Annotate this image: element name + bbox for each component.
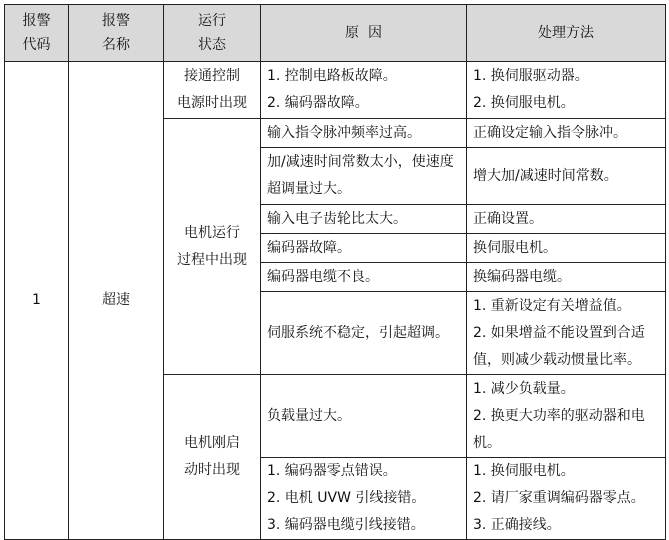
alarm-table-container — [4, 4, 666, 540]
method-cell — [467, 458, 666, 540]
method-line: 1. 减少负载量。 — [473, 380, 575, 397]
header-run-state — [164, 5, 261, 62]
cause-cell — [261, 458, 467, 540]
method-cell — [467, 292, 666, 375]
method-cell — [467, 375, 666, 458]
state-power-on — [164, 62, 261, 119]
state-power-on-line-2: 电源时出现 — [177, 95, 247, 111]
header-row — [5, 5, 666, 62]
cause-cell: 输入指令脉冲频率过高。 — [261, 119, 467, 148]
cause-line: 1. 编码器零点错误。 — [267, 463, 397, 479]
state-running-line-2: 过程中出现 — [177, 251, 247, 268]
cause-cell: 负载量过大。 — [261, 375, 467, 458]
state-starting-line-1: 电机刚启 — [184, 435, 240, 451]
cause-cell: 伺服系统不稳定，引起超调。 — [261, 292, 467, 375]
method-line: 2. 如果增益不能设置到合适值，则减少载动惯量比率。 — [473, 324, 645, 368]
header-method: 处理方法 — [467, 5, 666, 62]
cause-cell — [261, 62, 467, 119]
method-cell: 增大加/减速时间常数。 — [467, 148, 666, 205]
header-name-line-1: 报警 — [102, 13, 130, 29]
state-starting-line-2: 动时出现 — [184, 462, 240, 478]
method-line: 1. 换伺服驱动器。 — [473, 68, 589, 84]
method-line: 2. 换更大功率的驱动器和电机。 — [473, 407, 645, 451]
method-cell: 换伺服电机。 — [467, 234, 666, 263]
method-line: 2. 请厂家重调编码器零点。 — [473, 490, 645, 506]
cause-cell: 编码器电缆不良。 — [261, 263, 467, 292]
header-code-line-2: 代码 — [22, 37, 51, 53]
alarm-table — [4, 4, 666, 540]
alarm-code-cell: 1 — [5, 62, 69, 540]
table-row — [5, 62, 666, 119]
alarm-name-cell: 超速 — [69, 62, 164, 540]
method-cell — [467, 62, 666, 119]
method-line: 2. 换伺服电机。 — [473, 95, 575, 111]
cause-line: 3. 编码器电缆引线接错。 — [267, 517, 425, 533]
method-cell: 正确设置。 — [467, 205, 666, 234]
state-starting — [164, 375, 261, 540]
cause-cell — [261, 148, 467, 205]
cause-line: 2. 电机 UVW 引线接错。 — [267, 490, 426, 506]
method-line: 1. 换伺服电机。 — [473, 463, 575, 479]
header-code-line-1: 报警 — [22, 13, 51, 29]
method-cell: 换编码器电缆。 — [467, 263, 666, 292]
cause-text: 加/减速时间常数太小，使速度超调量过大。 — [267, 154, 454, 197]
cause-line: 2. 编码器故障。 — [267, 95, 369, 111]
header-cause: 原 因 — [261, 5, 467, 62]
method-line: 1. 重新设定有关增益值。 — [473, 297, 631, 314]
cause-cell: 编码器故障。 — [261, 234, 467, 263]
header-state-line-2: 状态 — [198, 37, 226, 53]
method-cell: 正确设定输入指令脉冲。 — [467, 119, 666, 148]
header-state-line-1: 运行 — [198, 13, 226, 29]
cause-cell: 输入电子齿轮比太大。 — [261, 205, 467, 234]
method-line: 3. 正确接线。 — [473, 517, 561, 533]
cause-line: 1. 控制电路板故障。 — [267, 68, 397, 84]
state-running-line-1: 电机运行 — [184, 224, 240, 241]
header-alarm-code — [5, 5, 69, 62]
state-power-on-line-1: 接通控制 — [184, 68, 240, 84]
header-alarm-name — [69, 5, 164, 62]
header-name-line-2: 名称 — [102, 37, 130, 53]
state-running — [164, 119, 261, 375]
